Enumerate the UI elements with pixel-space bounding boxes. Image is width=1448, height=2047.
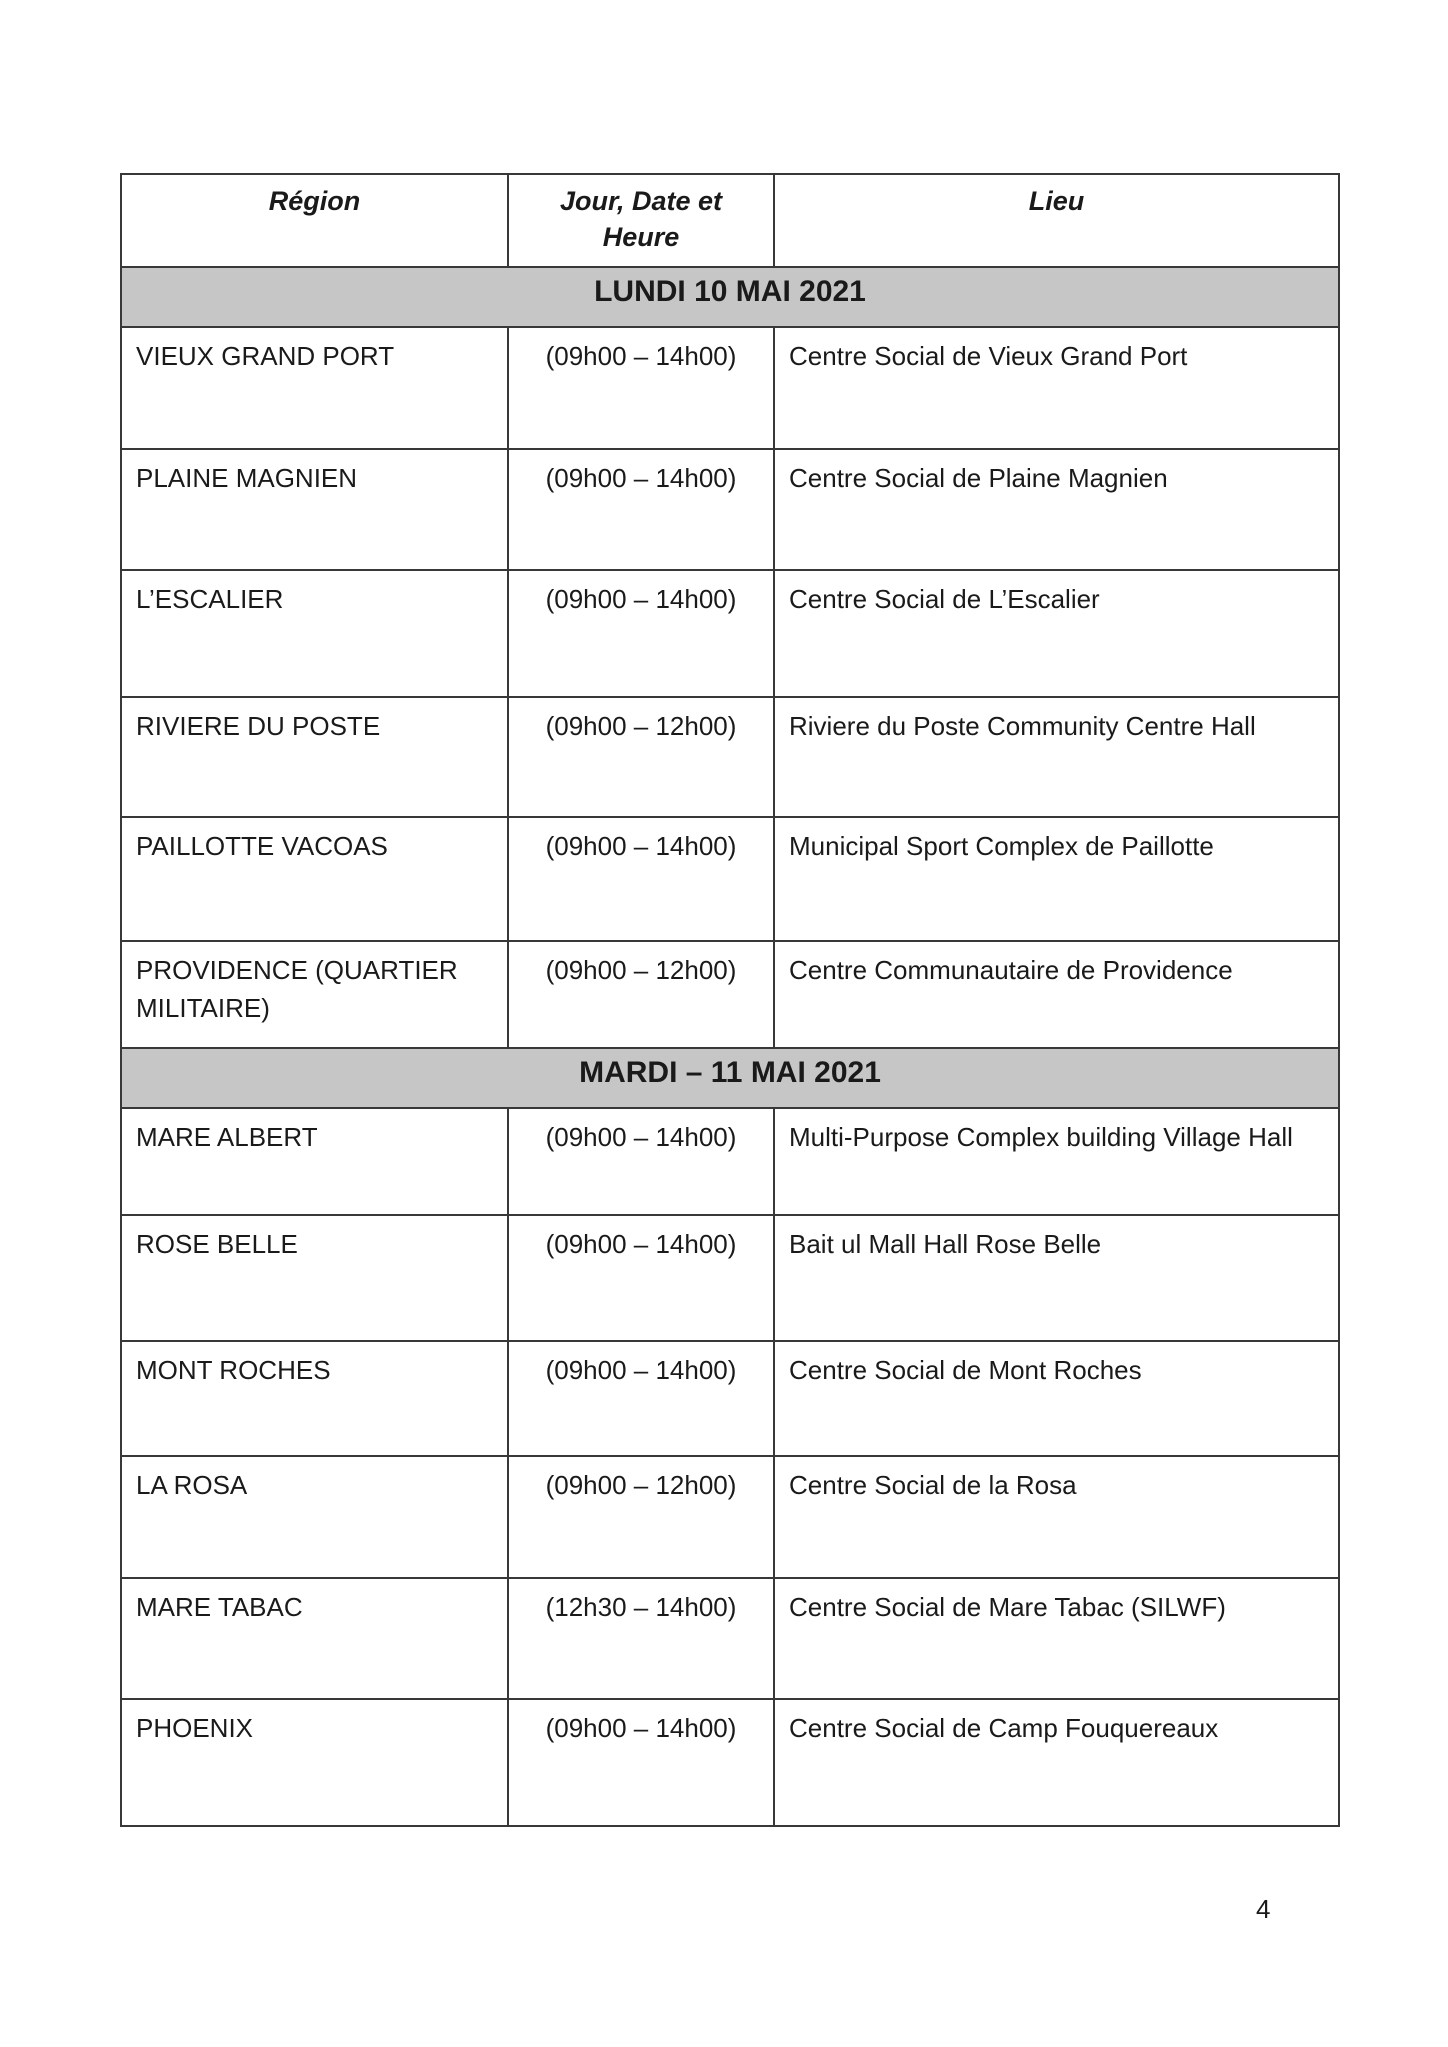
- region-cell: VIEUX GRAND PORT: [121, 327, 508, 449]
- time-cell: (09h00 – 14h00): [508, 570, 774, 697]
- venue-cell: Centre Social de L’Escalier: [774, 570, 1339, 697]
- day-section-header: MARDI – 11 MAI 2021: [121, 1048, 1339, 1108]
- region-cell: RIVIERE DU POSTE: [121, 697, 508, 817]
- table-row: [121, 570, 1339, 697]
- table-row: [121, 1578, 1339, 1699]
- venue-cell: Centre Social de la Rosa: [774, 1456, 1339, 1578]
- region-cell: ROSE BELLE: [121, 1215, 508, 1341]
- region-cell: L’ESCALIER: [121, 570, 508, 697]
- table-row: [121, 1108, 1339, 1215]
- table-row: [121, 1456, 1339, 1578]
- table-row: [121, 449, 1339, 570]
- time-cell: (09h00 – 14h00): [508, 1108, 774, 1215]
- venue-cell: Multi-Purpose Complex building Village Hall: [774, 1108, 1339, 1215]
- region-cell: MONT ROCHES: [121, 1341, 508, 1456]
- region-cell: PROVIDENCE (QUARTIER MILITAIRE): [121, 941, 508, 1048]
- column-header-region: Région: [121, 174, 508, 267]
- time-cell: (09h00 – 12h00): [508, 941, 774, 1048]
- time-cell: (09h00 – 14h00): [508, 1699, 774, 1826]
- time-cell: (12h30 – 14h00): [508, 1578, 774, 1699]
- venue-cell: Centre Social de Camp Fouquereaux: [774, 1699, 1339, 1826]
- column-header-lieu: Lieu: [774, 174, 1339, 267]
- time-cell: (09h00 – 14h00): [508, 449, 774, 570]
- day-section-header: LUNDI 10 MAI 2021: [121, 267, 1339, 327]
- venue-cell: Riviere du Poste Community Centre Hall: [774, 697, 1339, 817]
- venue-cell: Municipal Sport Complex de Paillotte: [774, 817, 1339, 941]
- header-row: [121, 174, 1339, 267]
- region-cell: MARE ALBERT: [121, 1108, 508, 1215]
- time-cell: (09h00 – 14h00): [508, 1215, 774, 1341]
- venue-cell: Centre Social de Plaine Magnien: [774, 449, 1339, 570]
- region-cell: PHOENIX: [121, 1699, 508, 1826]
- day-section-row: [121, 1048, 1339, 1108]
- column-header-date-time: Jour, Date et Heure: [508, 174, 774, 267]
- region-cell: LA ROSA: [121, 1456, 508, 1578]
- time-cell: (09h00 – 12h00): [508, 697, 774, 817]
- table-row: [121, 1215, 1339, 1341]
- table-row: [121, 941, 1339, 1048]
- table-row: [121, 1699, 1339, 1826]
- venue-cell: Centre Communautaire de Providence: [774, 941, 1339, 1048]
- time-cell: (09h00 – 14h00): [508, 817, 774, 941]
- venue-cell: Centre Social de Mare Tabac (SILWF): [774, 1578, 1339, 1699]
- page-number: 4: [1256, 1894, 1271, 1924]
- region-cell: PLAINE MAGNIEN: [121, 449, 508, 570]
- table-row: [121, 817, 1339, 941]
- table-row: [121, 327, 1339, 449]
- venue-cell: Centre Social de Mont Roches: [774, 1341, 1339, 1456]
- time-cell: (09h00 – 14h00): [508, 1341, 774, 1456]
- table-row: [121, 697, 1339, 817]
- venue-cell: Bait ul Mall Hall Rose Belle: [774, 1215, 1339, 1341]
- region-cell: PAILLOTTE VACOAS: [121, 817, 508, 941]
- region-cell: MARE TABAC: [121, 1578, 508, 1699]
- table-row: [121, 1341, 1339, 1456]
- time-cell: (09h00 – 14h00): [508, 327, 774, 449]
- schedule-table: [120, 173, 1340, 1827]
- time-cell: (09h00 – 12h00): [508, 1456, 774, 1578]
- day-section-row: [121, 267, 1339, 327]
- venue-cell: Centre Social de Vieux Grand Port: [774, 327, 1339, 449]
